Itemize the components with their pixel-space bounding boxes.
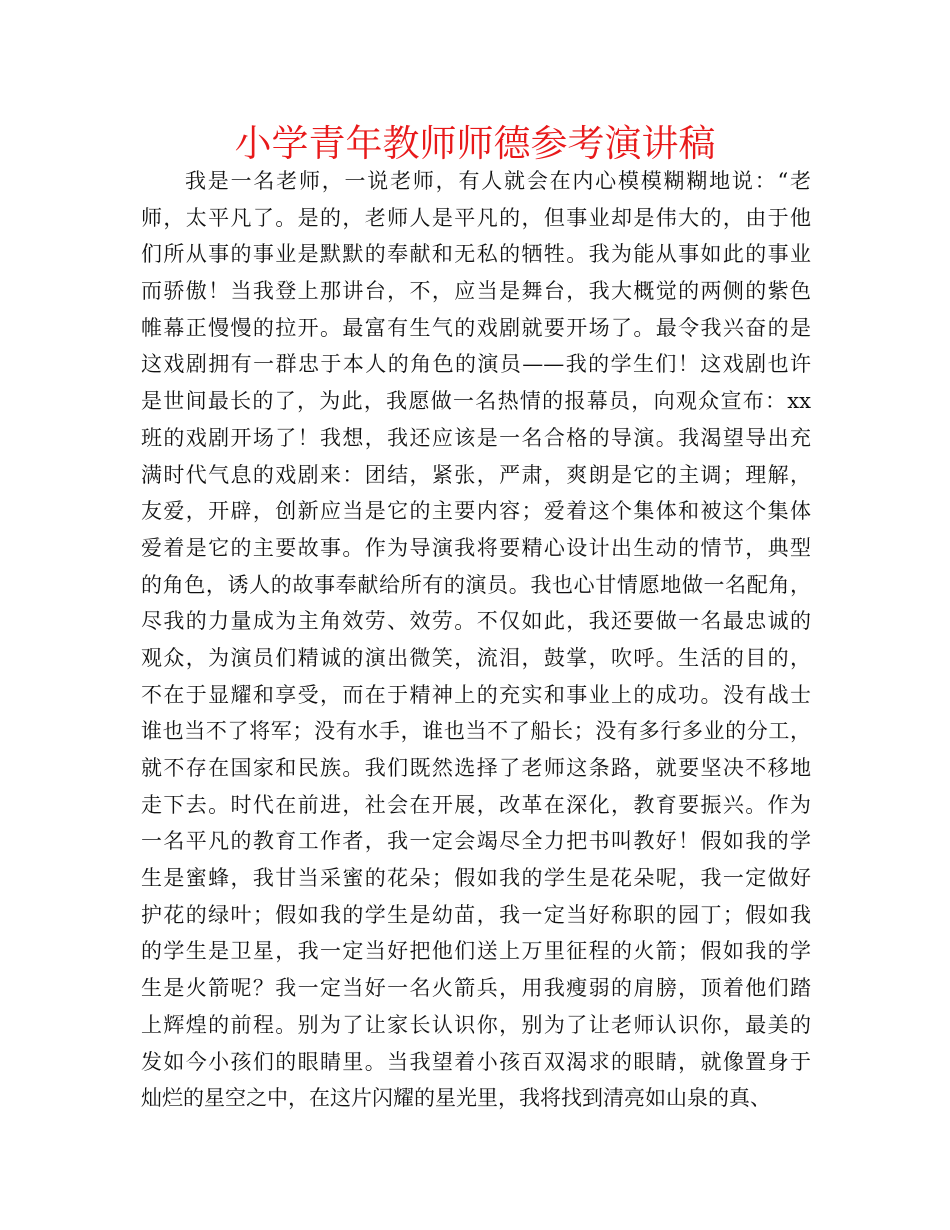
body-text-line: 满时代气息的戏剧来：团结，紧张，严肃，爽朗是它的主调；理解， [141,462,811,487]
body-text-line: 生是蜜蜂，我甘当采蜜的花朵；假如我的学生是花朵呢，我一定做好 [141,866,811,891]
body-text-line: 班的戏剧开场了！我想，我还应该是一名合格的导演。我渴望导出充 [141,425,811,450]
body-text-line: 一名平凡的教育工作者，我一定会竭尽全力把书叫教好！假如我的学 [141,829,811,854]
document-body [141,163,811,1117]
body-text-line: 尽我的力量成为主角效劳、效劳。不仅如此，我还要做一名最忠诚的 [141,609,811,634]
body-text-line: 就不存在国家和民族。我们既然选择了老师这条路，就要坚决不移地 [141,756,811,780]
body-text-line: 帷幕正慢慢的拉开。最富有生气的戏剧就要开场了。最令我兴奋的是 [141,315,811,340]
body-text-line: 生是火箭呢？我一定当好一名火箭兵，用我瘦弱的肩膀，顶着他们踏 [141,976,811,1001]
body-text-line: 们所从事的事业是默默的奉献和无私的牺牲。我为能从事如此的事业 [141,242,811,267]
body-text-line: 上辉煌的前程。别为了让家长认识你，别为了让老师认识你，最美的 [141,1012,811,1037]
body-text-line: 灿烂的星空之中，在这片闪耀的星光里，我将找到清亮如山泉的真、 [141,1086,771,1111]
document-title: 小学青年教师师德参考演讲稿 [234,122,716,165]
body-text-line: 发如今小孩们的眼睛里。当我望着小孩百双渴求的眼睛，就像置身于 [141,1049,811,1074]
body-text-line: 师，太平凡了。是的，老师人是平凡的，但事业却是伟大的，由于他 [141,205,811,230]
body-text-line: 的角色，诱人的故事奉献给所有的演员。我也心甘情愿地做一名配角， [141,572,811,597]
body-text-line: 是世间最长的了，为此，我愿做一名热情的报幕员，向观众宣布：xx [141,389,811,414]
body-text-line: 不在于显耀和享受，而在于精神上的充实和事业上的成功。没有战士 [141,682,811,707]
body-text-line: 而骄傲！当我登上那讲台，不，应当是舞台，我大概觉的两侧的紫色 [141,279,811,304]
body-text-line: 友爱，开辟，创新应当是它的主要内容；爱着这个集体和被这个集体 [141,499,811,524]
body-text-line: 走下去。时代在前进，社会在开展，改革在深化，教育要振兴。作为 [141,792,811,817]
body-text-line: 谁也当不了将军；没有水手，谁也当不了船长；没有多行多业的分工， [141,719,811,744]
body-text-line: 这戏剧拥有一群忠于本人的角色的演员——我的学生们！这戏剧也许 [141,352,811,377]
body-text-line: 的学生是卫星，我一定当好把他们送上万里征程的火箭；假如我的学 [141,939,811,964]
body-text-line: 我是一名老师，一说老师，有人就会在内心模模糊糊地说：“老 [185,169,811,193]
body-text-line: 观众，为演员们精诚的演出微笑，流泪，鼓掌，吹呼。生活的目的， [141,645,811,670]
body-text-line: 爱着是它的主要故事。作为导演我将要精心设计出生动的情节，典型 [141,535,811,560]
body-text-line: 护花的绿叶；假如我的学生是幼苗，我一定当好称职的园丁；假如我 [141,902,811,927]
